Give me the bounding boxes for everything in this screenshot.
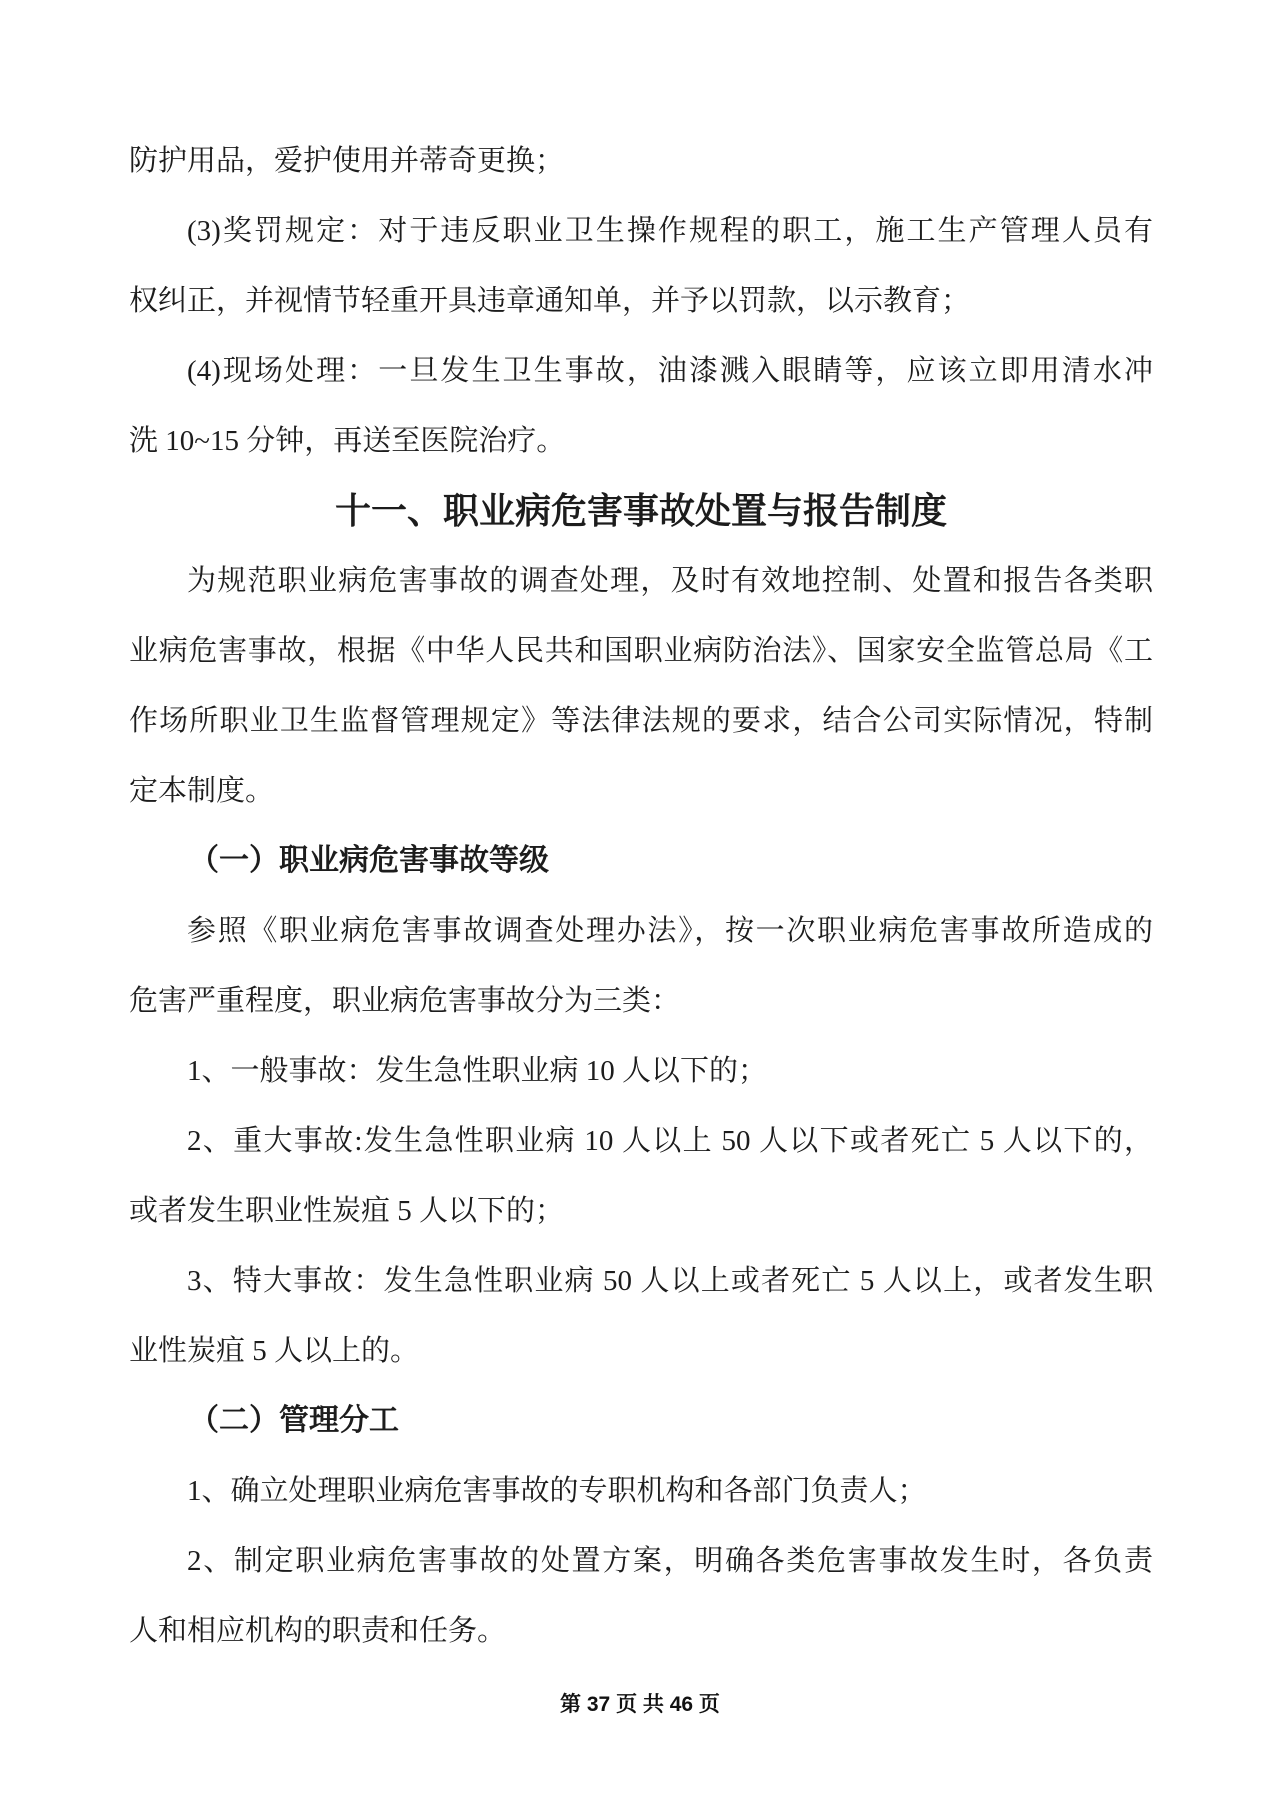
paragraph-line: 为规范职业病危害事故的调查处理，及时有效地控制、处置和报告各类职 xyxy=(187,565,1153,597)
list-item-line: 2、制定职业病危害事故的处置方案，明确各类危害事故发生时，各负责 xyxy=(187,1545,1153,1577)
paragraph-line: 业性炭疽 5 人以上的。 xyxy=(129,1335,420,1367)
list-item-line: 1、一般事故：发生急性职业病 10 人以下的； xyxy=(187,1055,768,1087)
paragraph-line: 参照《职业病危害事故调查处理办法》，按一次职业病危害事故所造成的 xyxy=(187,915,1153,947)
paragraph-line: (4)现场处理：一旦发生卫生事故，油漆溅入眼睛等，应该立即用清水冲 xyxy=(187,355,1153,387)
document-body xyxy=(129,126,1153,1666)
page-footer: 第 37 页 共 46 页 xyxy=(560,1693,720,1716)
paragraph-line: 或者发生职业性炭疽 5 人以下的； xyxy=(129,1195,565,1227)
paragraph-line: 定本制度。 xyxy=(129,775,275,807)
subsection-heading: （二）管理分工 xyxy=(189,1404,399,1437)
section-heading: 十一、职业病危害事故处置与报告制度 xyxy=(334,490,947,531)
paragraph-line: 人和相应机构的职责和任务。 xyxy=(129,1615,507,1647)
list-item-line: 1、确立处理职业病危害事故的专职机构和各部门负责人； xyxy=(187,1475,927,1507)
paragraph-line: 作场所职业卫生监督管理规定》等法律法规的要求，结合公司实际情况，特制 xyxy=(129,705,1153,737)
list-item-line: 2、重大事故:发生急性职业病 10 人以上 50 人以下或者死亡 5 人以下的， xyxy=(187,1125,1153,1157)
paragraph-line: 防护用品，爱护使用并蒂奇更换； xyxy=(129,145,565,177)
paragraph-line: 业病危害事故，根据《中华人民共和国职业病防治法》、国家安全监管总局《工 xyxy=(129,635,1153,667)
subsection-heading: （一）职业病危害事故等级 xyxy=(189,844,549,877)
paragraph-line: 危害严重程度，职业病危害事故分为三类： xyxy=(129,985,681,1017)
list-item-line: 3、特大事故：发生急性职业病 50 人以上或者死亡 5 人以上，或者发生职 xyxy=(187,1265,1153,1297)
paragraph-line: 权纠正，并视情节轻重开具违章通知单，并予以罚款，以示教育； xyxy=(129,285,971,317)
paragraph-line: (3)奖罚规定：对于违反职业卫生操作规程的职工，施工生产管理人员有 xyxy=(187,215,1153,247)
paragraph-line: 洗 10~15 分钟，再送至医院治疗。 xyxy=(129,425,566,457)
